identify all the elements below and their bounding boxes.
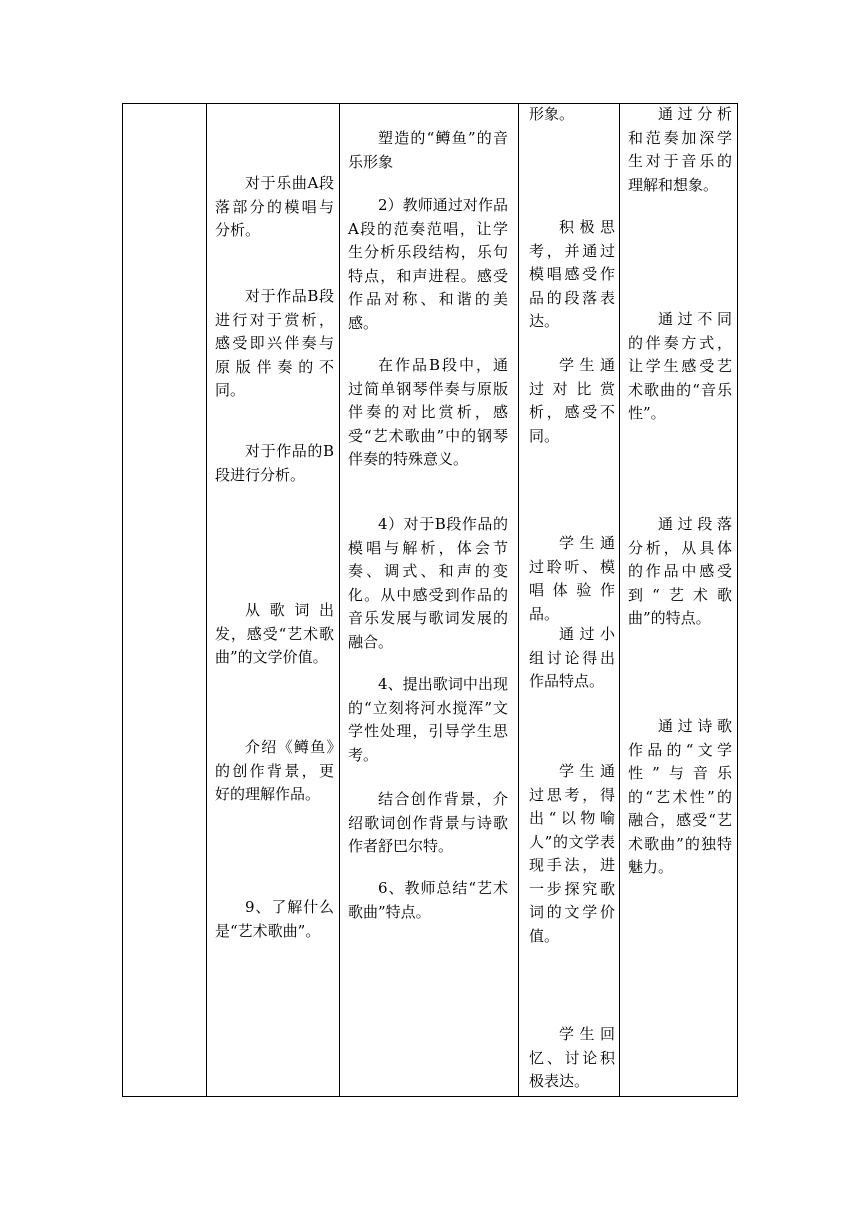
student-paragraph: 形象。: [529, 105, 575, 123]
table-cell-teacher-activities: [340, 103, 518, 1097]
intent-paragraph: 通过分析和范奏加深学生对于音乐的理解和想象。: [628, 105, 732, 194]
intent-paragraph: 通过不同的伴奏方式，让学生感受艺术歌曲的“音乐性”。: [628, 310, 732, 422]
content-paragraph: 对于作品B段进行对于赏析，感受即兴伴奏与原版伴奏的不同。: [215, 287, 334, 399]
table-cell-student-activities: [519, 103, 619, 1097]
table-right-border: [737, 103, 738, 1097]
content-paragraph: 9、了解什么是“艺术歌曲”。: [215, 898, 334, 940]
activity-paragraph: 在作品B段中，通过简单钢琴伴奏与原版伴奏的对比赏析，感受“艺术歌曲”中的钢琴伴奏的特殊意义。: [348, 356, 508, 468]
table-cell-teaching-content: [207, 103, 339, 1097]
activity-paragraph: 2）教师通过对作品A段的范奏范唱，让学生分析乐段结构，乐句特点，和声进程。感受作品对称、和谐的美感。: [348, 196, 508, 332]
table-cell-design-intent: [620, 103, 737, 1097]
activity-paragraph: 结合创作背景，介绍歌词创作背景与诗歌作者舒巴尔特。: [348, 790, 508, 855]
content-paragraph: 从歌词出发，感受“艺术歌曲”的文学价值。: [215, 601, 334, 666]
student-paragraph: 学生通过对比赏析，感受不同。: [529, 356, 615, 445]
activity-paragraph: 4）对于B段作品的模唱与解析，体会节奏、调式、和声的变化。从中感受到作品的音乐发展与歌词发展的融合。: [348, 515, 508, 651]
student-paragraph: 学生通过思考，得出“以物喻人”的文学表现手法，进一步探究歌词的文学价值。: [529, 762, 615, 945]
student-paragraph: 学生通过聆听、模唱体验作品。: [529, 534, 615, 623]
student-paragraph: 学生回忆、讨论积极表达。: [529, 1025, 615, 1090]
content-paragraph: 介绍《鳟鱼》的创作背景，更好的理解作品。: [215, 738, 334, 803]
activity-paragraph: 6、教师总结“艺术歌曲”特点。: [348, 879, 508, 921]
activity-paragraph: 4、提出歌词中出现的“立刻将河水搅浑”文学性处理，引导学生思考。: [348, 675, 508, 764]
student-paragraph: 通过小组讨论得出作品特点。: [529, 625, 615, 690]
content-paragraph: 对于乐曲A段落部分的模唱与分析。: [215, 174, 334, 239]
activity-paragraph: 塑造的“鳟鱼”的音乐形象: [348, 129, 508, 171]
content-paragraph: 对于作品的B段进行分析。: [215, 442, 334, 484]
student-paragraph: 积极思考，并通过模唱感受作品的段落表达。: [529, 218, 615, 330]
intent-paragraph: 通过诗歌作品的“文学性”与音乐的“艺术性”的融合，感受“艺术歌曲”的独特魅力。: [628, 717, 732, 876]
intent-paragraph: 通过段落分析，从具体的作品中感受到“艺术歌曲”的特点。: [628, 515, 732, 627]
table-cell-col1: [123, 103, 206, 1097]
